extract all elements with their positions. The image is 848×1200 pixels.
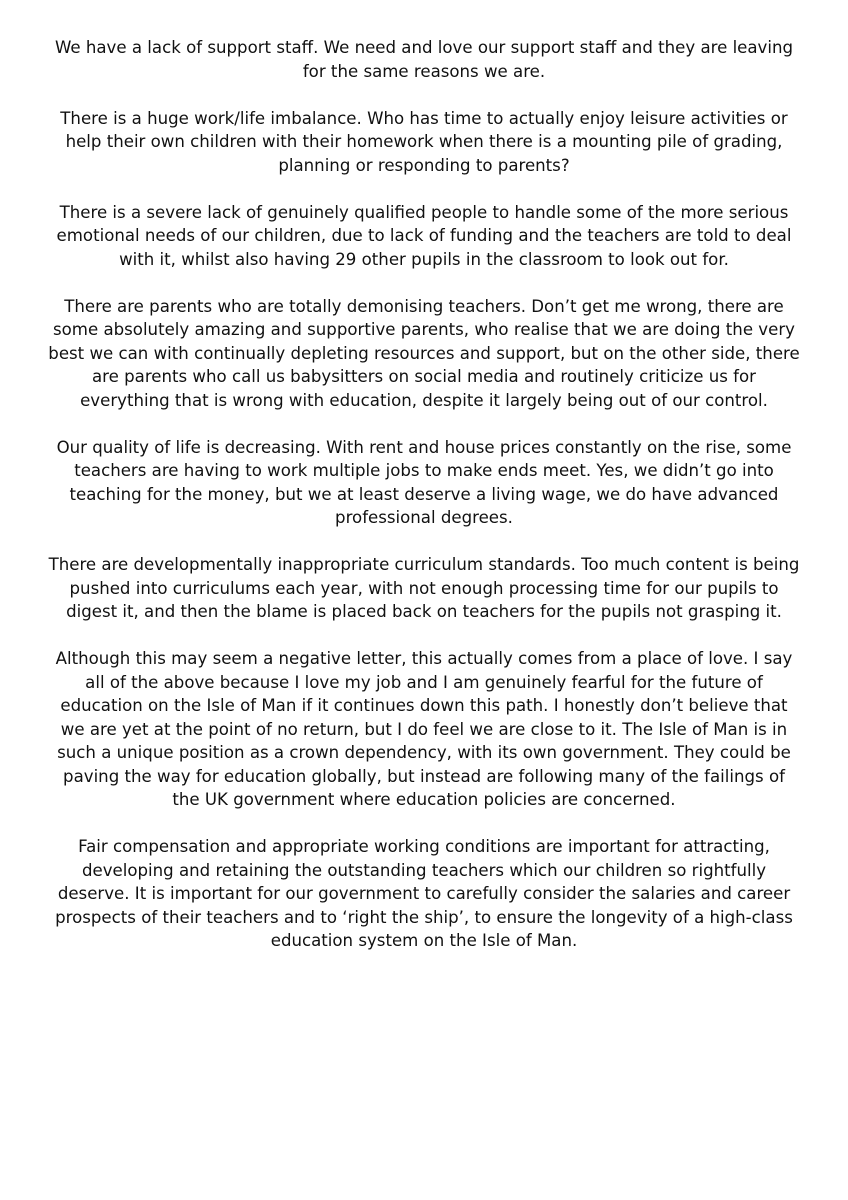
paragraph-emotional-needs: There is a severe lack of genuinely qualified people to handle some of the more serious emotional needs of our children, due to lack of funding and the teachers are told to deal with it, whilst also having 29 other pupils in the classroom to look out for. bbox=[56, 202, 792, 269]
paragraph-place-of-love: Although this may seem a negative letter, this actually comes from a place of love. I say all of the above because I love my job and I am genuinely fearful for the future of education on the Isle of Man if it continues down this path. I honestly don’t believe that we are yet at the point of no return, but I do feel we are close to it. The Isle of Man is in such a unique position as a crown dependency, with its own government. They could be paving the way for education globally, but instead are following many of the failings of the UK government where education policies are concerned. bbox=[55, 649, 793, 809]
paragraph-parents: There are parents who are totally demonising teachers. Don’t get me wrong, there are some absolutely amazing and supportive parents, who realise that we are doing the very best we can with continually depleting resources and support, but on the other side, there are parents who call us babysitters on social media and routinely criticize us for everything that is wrong with education, despite it largely being out of our control. bbox=[48, 296, 800, 410]
paragraph-curriculum: There are developmentally inappropriate curriculum standards. Too much content is being pushed into curriculums each year, with not enough processing time for our pupils to digest it, and then the blame is placed back on teachers for the pupils not grasping it. bbox=[48, 555, 800, 621]
letter-body bbox=[48, 36, 800, 976]
paragraph-fair-compensation: Fair compensation and appropriate working conditions are important for attracting, developing and retaining the outstanding teachers which our children so rightfully deserve. It is important for our government to carefully consider the salaries and career prospects of their teachers and to ‘right the ship’, to ensure the longevity of a high-class education system on the Isle of Man. bbox=[55, 837, 793, 950]
paragraph-support-staff: We have a lack of support staff. We need and love our support staff and they are leaving for the same reasons we are. bbox=[54, 38, 794, 81]
paragraph-quality-of-life: Our quality of life is decreasing. With rent and house prices constantly on the rise, some teachers are having to work multiple jobs to make ends meet. Yes, we didn’t go into teaching for the money, but we at least deserve a living wage, we do have advanced professional degrees. bbox=[56, 437, 792, 527]
paragraph-work-life-balance: There is a huge work/life imbalance. Who has time to actually enjoy leisure activities or help their own children with their homework when there is a mounting pile of grading, planning or responding to parents? bbox=[60, 108, 788, 175]
